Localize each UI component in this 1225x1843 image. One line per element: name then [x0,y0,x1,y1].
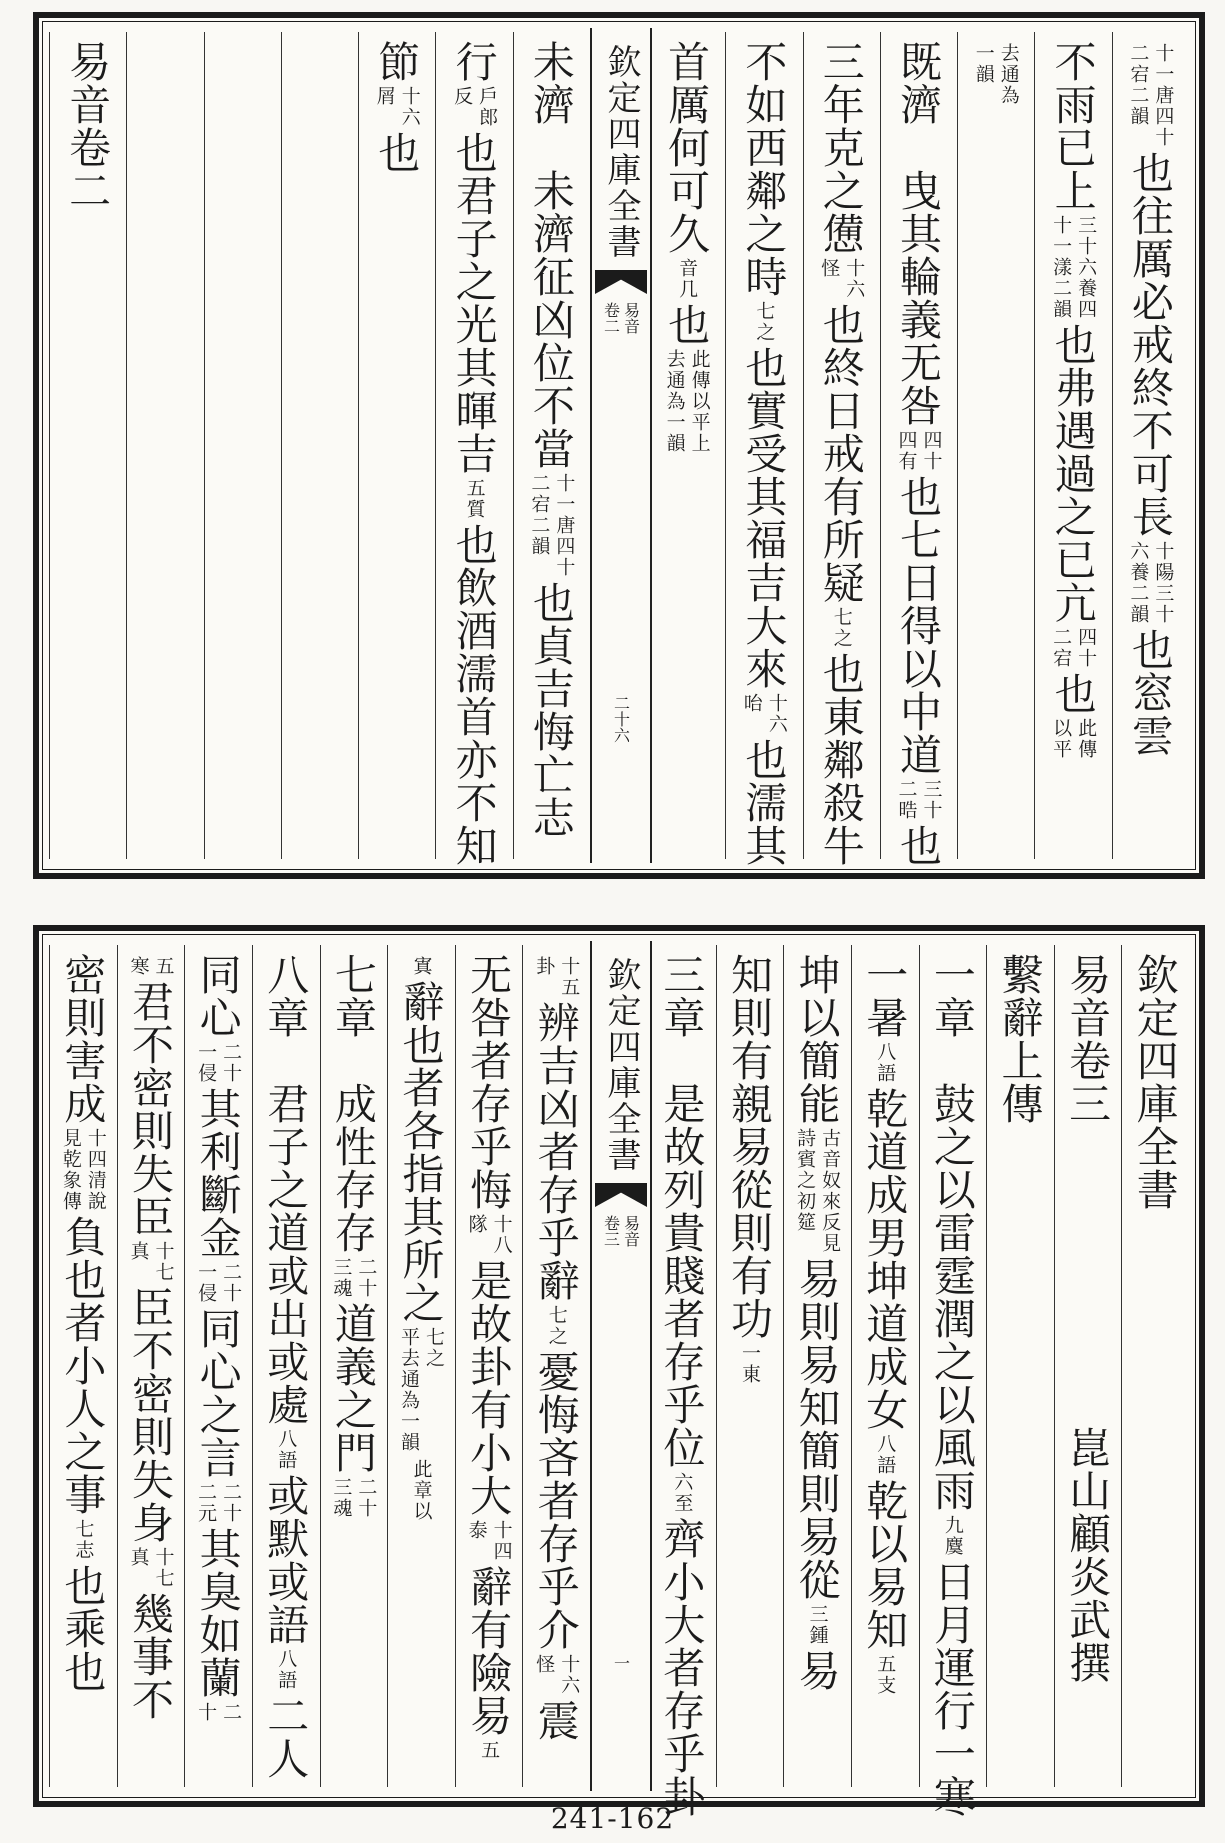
annotation-line: 五質 [463,478,486,520]
rhyme-annotation [671,1472,692,1514]
annotation-line: 五 [152,956,175,977]
annotation-line: 此傳以平上 [688,349,711,454]
main-text: 辭有險易 [464,1565,514,1737]
rhyme-annotation [739,1343,760,1385]
annotation-line: 古音奴來反見 [819,1128,842,1254]
rhyme-annotation [60,1128,106,1212]
margin-book-text: 易音 [621,1215,641,1247]
annotation-line: 十一漾二韻 [1050,215,1073,320]
main-text: 无咎者存乎悔 [464,953,514,1211]
annotation-line: 二宕二韻 [528,473,551,557]
text-column [320,953,388,1785]
text-column [648,953,716,1818]
rhyme-annotation [398,1327,444,1453]
page-footer-number: 241-162 [550,1802,675,1835]
annotation-line: 十四清說 [84,1128,107,1212]
annotation-line: 十六 [398,86,421,128]
annotation-line: 三魂 [330,1477,353,1519]
rhyme-annotation [895,779,941,821]
annotation-line: 卦 [533,956,556,977]
main-text: 也貞吉悔亡志 [526,581,576,839]
main-text: 也 [372,131,422,174]
main-text: 易 [792,1649,842,1692]
margin-book-text: 易音 [621,302,641,334]
annotation-line: 十四 [490,1520,513,1562]
annotation-line: 真 [127,1241,150,1262]
rhyme-annotation [533,956,579,998]
rhyme-annotation [831,607,852,649]
annotation-line: 泰 [465,1520,488,1541]
main-text: 一暑 [860,953,910,1039]
main-text: 齊小大者存乎卦 [657,1517,707,1818]
text-column [435,40,512,867]
text-column [117,953,185,1785]
annotation-line: 屑 [373,86,396,107]
margin-book-label [603,302,640,334]
annotation-line: 十陽三十 [1152,541,1175,625]
main-text: 三章 是故列貴賤者存乎位 [657,953,707,1469]
annotation-line: 八語 [275,1429,298,1471]
annotation-line: 二元 [195,1482,218,1524]
text-column [716,953,784,1785]
rhyme-annotation [466,1214,512,1256]
main-text: 也窓雲 [1125,628,1175,757]
text-column [1054,953,1122,1785]
main-text: 知則有親易從則有功 [724,953,774,1340]
main-text: 君不密則失臣 [125,980,175,1238]
center-margin-strip [590,941,652,1791]
main-text: 易音卷二 [63,40,113,212]
main-text: 欽定四庫全書 [1130,953,1180,1211]
annotation-line: 咍 [740,693,763,714]
rhyme-annotation [818,258,864,300]
main-text: 繫辭上傳 [995,953,1045,1125]
main-text: 幾事不 [125,1592,175,1721]
main-text: 也東鄰殺牛 [816,652,866,867]
annotation-line: 九麌 [941,1515,964,1557]
margin-title: 欽定四庫全書 [601,44,641,260]
text-column [252,953,320,1785]
main-text: 節 [372,40,422,83]
text-column [281,40,358,857]
rhyme-annotation [895,430,941,472]
main-text: 也乘也 [58,1564,108,1693]
annotation-line: 一侵 [195,1262,218,1304]
rhyme-annotation [127,956,173,977]
rhyme-annotation [195,1702,241,1723]
rhyme-annotation [195,1042,241,1084]
main-text: 也弗遇過之已亢 [1048,323,1098,624]
main-text: 一章 鼓之以雷霆潤之以風雨 [927,953,977,1512]
annotation-line: 十六 [843,258,866,300]
main-text: 也 [893,824,943,867]
annotation-line: 寘 [410,956,433,977]
annotation-line: 十七 [152,1241,175,1283]
annotation-line: 二十 [220,1042,243,1084]
fishtail-mark [595,270,647,294]
text-column [725,40,802,867]
rhyme-annotation [195,1482,241,1524]
main-text: 也濡其 [739,738,789,867]
main-text: 首厲何可久 [662,40,712,255]
annotation-line: 二宕 [1050,627,1073,669]
text-column [919,953,987,1818]
annotation-line: 五支 [874,1654,897,1696]
text-column [957,40,1034,857]
rhyme-annotation [451,86,497,128]
rhyme-annotation [874,1042,895,1084]
rhyme-annotation [466,1520,512,1562]
rhyme-annotation [874,1654,895,1696]
annotation-line: 反 [451,86,474,107]
annotation-line: 三魂 [330,1257,353,1299]
rhyme-annotation [1050,718,1096,760]
annotation-line: 一東 [738,1343,761,1385]
rhyme-annotation [528,473,574,578]
main-text: 也七日得以中道 [893,475,943,776]
text-column [648,40,725,857]
margin-book-text: 卷二 [601,302,621,334]
text-column [126,40,203,857]
rhyme-annotation [664,349,710,454]
text-column [851,953,919,1785]
annotation-line: 六養二韻 [1127,541,1150,625]
annotation-line: 四十 [920,430,943,472]
margin-book-label [603,1215,640,1247]
annotation-line: 四有 [895,430,918,472]
annotation-line: 戶郎 [476,86,499,128]
main-text: 也終日戒有所疑 [816,303,866,604]
rhyme-annotation [410,956,431,977]
lower-book-page [33,925,1205,1818]
text-column [358,40,435,857]
margin-book-text: 卷三 [601,1215,621,1247]
annotation-line: 五 [478,1740,501,1761]
text-column [1034,40,1111,857]
main-text: 乾以易知 [860,1479,910,1651]
main-text: 三年克之憊 [816,40,866,255]
main-text: 也往厲必戒終不可長 [1125,151,1175,538]
main-text: 道義之門 [328,1302,378,1474]
margin-leaf-number: 二十六 [611,695,631,743]
annotation-line: 二十 [355,1257,378,1299]
annotation-line: 此章以 [410,1459,433,1522]
annotation-line: 二十 [220,1262,243,1304]
annotation-line: 八語 [874,1042,897,1084]
main-text: 也飲酒濡首亦不知 [449,523,499,867]
annotation-line: 十六 [558,1654,581,1696]
annotation-line: 此傳 [1075,718,1098,760]
rhyme-annotation [127,1241,173,1283]
annotation-line: 七之 [545,1305,568,1347]
annotation-line: 去通為一韻 [663,349,686,454]
text-column [522,953,590,1785]
main-text: 辭也者各指其所之 [396,980,446,1324]
main-text: 乾道成男坤道成女 [860,1087,910,1431]
rhyme-annotation [464,478,485,520]
main-text: 二人 [261,1694,311,1780]
rhyme-annotation [1127,541,1173,625]
main-text: 崑山顧炎武撰 [1063,1125,1113,1684]
annotation-line: 三十 [920,779,943,821]
annotation-line: 六至 [671,1472,694,1514]
text-column [783,953,851,1785]
rhyme-annotation [275,1429,296,1471]
annotation-line: 二 [220,1702,243,1723]
rhyme-annotation [127,1547,173,1589]
main-text: 八章 君子之道或出或處 [261,953,311,1426]
main-text: 臣不密則失身 [125,1286,175,1544]
annotation-line: 寒 [127,956,150,977]
rhyme-annotation [275,1649,296,1691]
main-text: 是故卦有小大 [464,1259,514,1517]
text-column [204,40,281,857]
upper-book-page [33,12,1205,879]
annotation-line: 七之 [753,301,776,343]
main-text: 也 [662,303,712,346]
annotation-line: 二晧 [895,779,918,821]
main-text: 負也者小人之事 [58,1215,108,1516]
rhyme-annotation [753,301,774,343]
main-text: 憂悔吝者存乎介 [531,1350,581,1651]
rhyme-annotation [195,1262,241,1304]
rhyme-annotation [533,1654,579,1696]
annotation-line: 十五 [558,956,581,998]
text-column [387,953,455,1785]
rhyme-annotation [410,1459,431,1522]
annotation-line: 十六 [765,693,788,735]
annotation-line: 十 [195,1702,218,1723]
rhyme-annotation [374,86,420,128]
main-text: 不如西鄰之時 [739,40,789,298]
annotation-line: 真 [127,1547,150,1568]
annotation-line: 十七 [152,1547,175,1589]
main-text: 坤以簡能 [792,953,842,1125]
margin-title: 欽定四庫全書 [601,957,641,1173]
annotation-line: 見乾象傳 [59,1128,82,1212]
main-text: 易音卷三 [1063,953,1113,1125]
main-text: 震 [531,1699,581,1742]
annotation-line: 二十 [355,1477,378,1519]
annotation-line: 七之 [830,607,853,649]
annotation-line: 一侵 [195,1042,218,1084]
main-text: 密則害成 [58,953,108,1125]
annotation-line: 音几 [676,258,699,300]
rhyme-annotation [72,1519,93,1561]
text-column [49,40,126,857]
text-column [513,40,590,857]
text-column [986,953,1054,1785]
annotation-line: 怪 [533,1654,556,1675]
annotation-line: 二宕二韻 [1127,43,1150,127]
rhyme-annotation [794,1128,840,1254]
annotation-line: 怪 [818,258,841,279]
annotation-line: 去通為 [997,43,1020,106]
text-column [880,40,957,867]
annotation-line: 七之 [422,1327,445,1369]
annotation-line: 詩賓之初筵 [794,1128,817,1233]
annotation-line: 隊 [465,1214,488,1235]
main-text: 不雨已上 [1048,40,1098,212]
main-text: 同心之言 [193,1307,243,1479]
annotation-line: 四十 [1075,627,1098,669]
annotation-line: 八語 [874,1434,897,1476]
rhyme-annotation [330,1477,376,1519]
text-column [803,40,880,867]
annotation-line: 七志 [72,1519,95,1561]
main-text: 其臭如蘭 [193,1527,243,1699]
main-text: 七章 成性存存 [328,953,378,1254]
main-text: 其利斷金 [193,1087,243,1259]
rhyme-annotation [942,1515,963,1557]
text-column [1121,953,1189,1785]
main-text: 也實受其福吉大來 [739,346,789,690]
annotation-line: 十八 [490,1214,513,1256]
rhyme-annotation [478,1740,499,1761]
text-column [455,953,523,1785]
rhyme-annotation [874,1434,895,1476]
main-text: 也君子之光其暉吉 [449,131,499,475]
text-column [184,953,252,1785]
annotation-line: 十一唐四十 [553,473,576,578]
annotation-line: 一韻 [972,43,995,85]
main-text: 既濟 曳其輪義无咎 [893,40,943,427]
margin-leaf-number: 一 [611,1655,631,1671]
annotation-line: 平去通為一韻 [397,1327,420,1453]
rhyme-annotation [973,43,1019,106]
main-text: 行 [449,40,499,83]
main-text: 或默或語 [261,1474,311,1646]
main-text: 未濟 未濟征凶位不當 [526,40,576,470]
rhyme-annotation [1127,43,1173,148]
rhyme-annotation [807,1604,828,1646]
text-column [1112,40,1189,857]
main-text: 辨吉凶者存乎辭 [531,1001,581,1302]
main-text: 日月運行一寒 [927,1560,977,1818]
text-column [49,953,117,1785]
main-text: 也 [1048,672,1098,715]
main-text: 同心 [193,953,243,1039]
rhyme-annotation [741,693,787,735]
annotation-line: 二十 [220,1482,243,1524]
annotation-line: 八語 [275,1649,298,1691]
rhyme-annotation [1050,215,1096,320]
annotation-line: 以平 [1050,718,1073,760]
center-margin-strip [590,28,652,863]
rhyme-annotation [1050,627,1096,669]
annotation-line: 十一唐四十 [1152,43,1175,148]
rhyme-annotation [546,1305,567,1347]
main-text: 易則易知簡則易從 [792,1257,842,1601]
rhyme-annotation [330,1257,376,1299]
annotation-line: 三鍾 [806,1604,829,1646]
fishtail-mark [595,1183,647,1207]
rhyme-annotation [676,258,697,300]
annotation-line: 三十六養四 [1075,215,1098,320]
